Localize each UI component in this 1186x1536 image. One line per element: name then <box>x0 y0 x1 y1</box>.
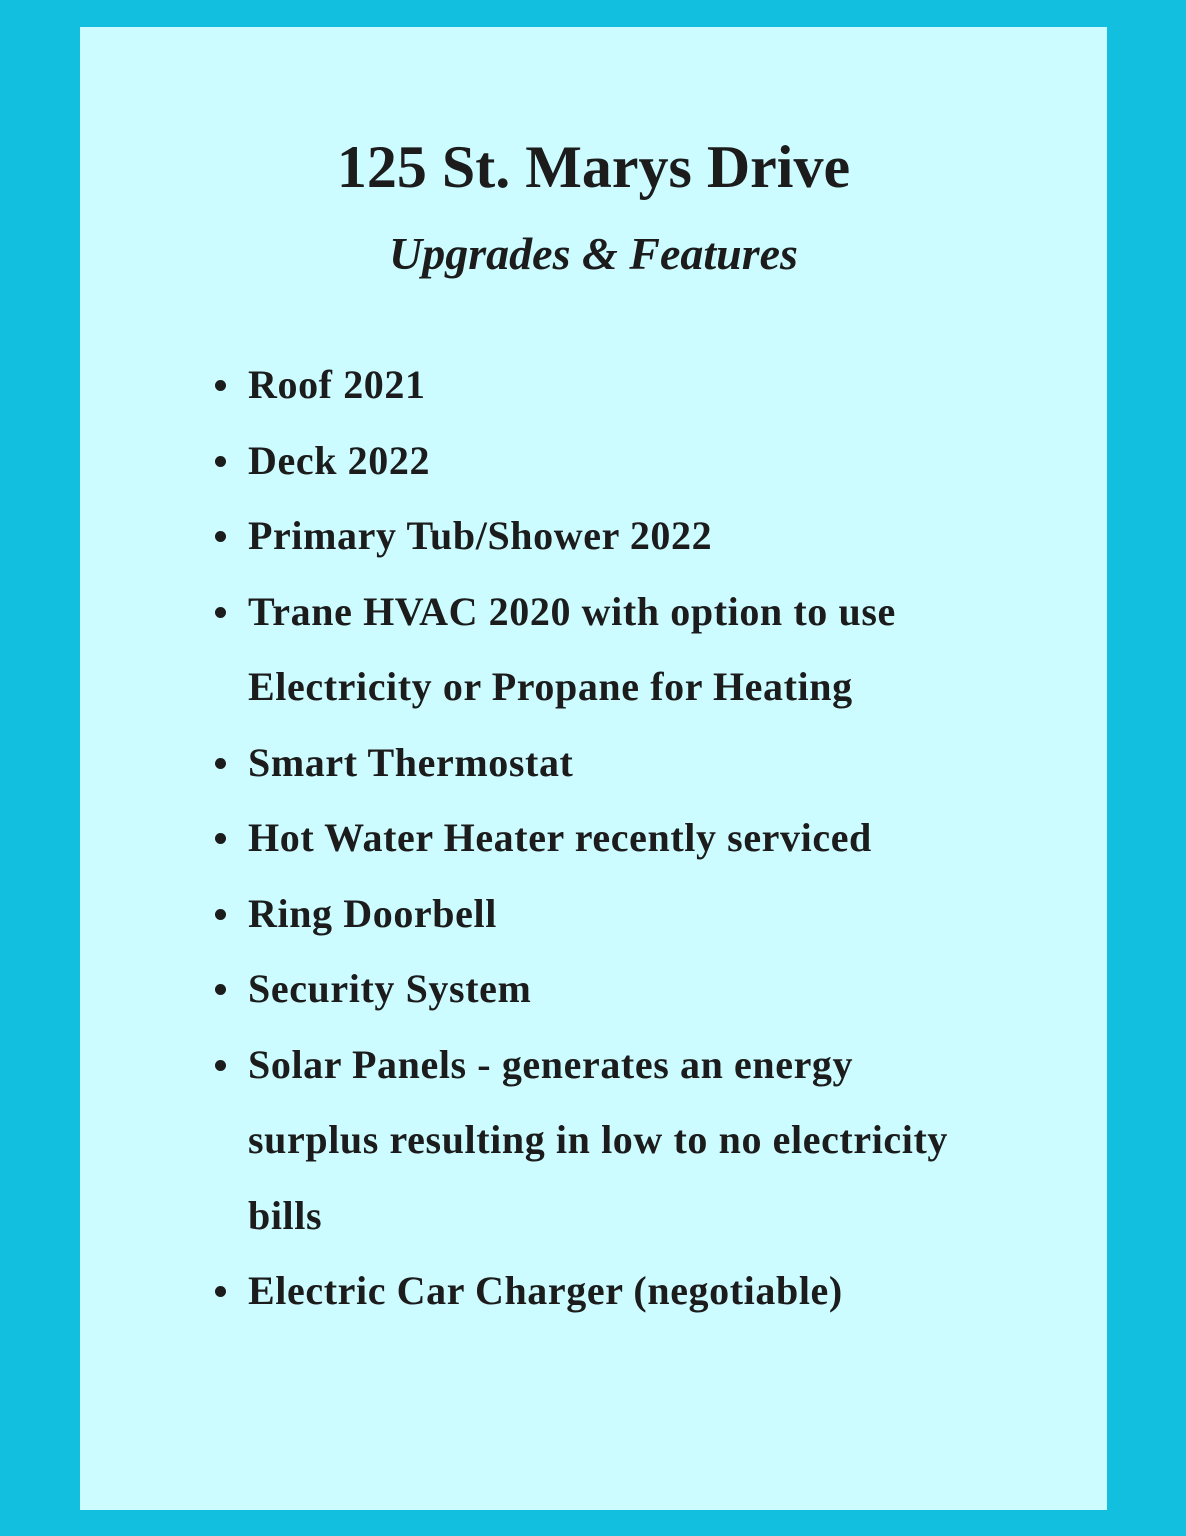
bullet-icon <box>215 1060 226 1071</box>
bullet-icon <box>215 456 226 467</box>
bullet-icon <box>215 1286 226 1297</box>
bullet-icon <box>215 833 226 844</box>
bullet-icon <box>215 607 226 618</box>
page-title: 125 St. Marys Drive <box>336 134 851 200</box>
feature-item-tub-shower <box>248 498 948 574</box>
bullet-icon <box>215 909 226 920</box>
features-list <box>248 347 948 1329</box>
feature-item-thermostat <box>248 725 948 801</box>
feature-item-water-heater <box>248 800 948 876</box>
feature-item-deck <box>248 423 948 499</box>
bullet-icon <box>215 380 226 391</box>
feature-text: Roof 2021 <box>248 362 426 407</box>
feature-item-solar <box>248 1027 948 1254</box>
feature-text: Deck 2022 <box>248 437 431 483</box>
bullet-icon <box>215 758 226 769</box>
feature-text: Primary Tub/Shower 2022 <box>248 513 713 558</box>
feature-text: Ring Doorbell <box>248 890 497 936</box>
feature-item-roof <box>248 347 948 423</box>
feature-text: Security System <box>248 966 532 1011</box>
bullet-icon <box>215 984 226 995</box>
feature-text: Solar Panels - generates an energy surplus resulting in low to no electricity bills <box>248 1041 949 1238</box>
bullet-icon <box>215 531 226 542</box>
feature-text: Trane HVAC 2020 with option to use Electricity or Propane for Heating <box>248 588 896 709</box>
flyer-card <box>80 27 1107 1510</box>
feature-item-doorbell <box>248 876 948 952</box>
feature-text: Electric Car Charger (negotiable) <box>248 1268 843 1313</box>
feature-text: Smart Thermostat <box>248 739 574 785</box>
page-subtitle: Upgrades & Features <box>389 228 798 279</box>
feature-item-hvac <box>248 574 948 725</box>
feature-item-security <box>248 951 948 1027</box>
feature-text: Hot Water Heater recently serviced <box>248 815 872 860</box>
feature-item-car-charger <box>248 1253 948 1329</box>
